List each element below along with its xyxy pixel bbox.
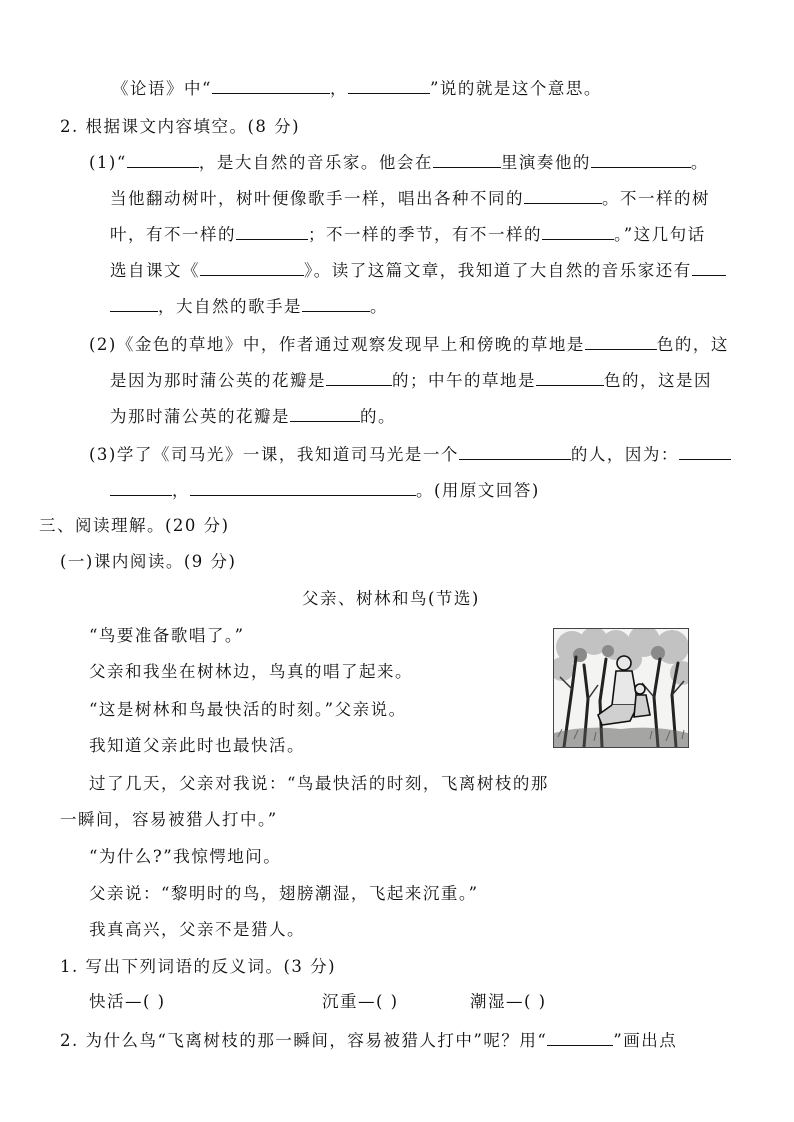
q2-part2-line3: 为那时蒲公英的花瓣是 的。: [110, 404, 396, 429]
blank[interactable]: [536, 368, 604, 386]
underline-sample: [547, 1028, 613, 1046]
q2-part3-line1: (3)学了《司马光》一课，我知道司马光是一个 的人，因为：: [89, 442, 731, 467]
blank[interactable]: [326, 368, 392, 386]
passage-title: 父亲、树林和鸟(节选): [302, 589, 480, 608]
blank[interactable]: [585, 332, 657, 350]
antonym-item[interactable]: 沉重—( ): [322, 992, 399, 1011]
question-2-heading: 2. 根据课文内容填空。(8 分): [60, 117, 301, 136]
blank[interactable]: [524, 186, 602, 204]
blank[interactable]: [302, 294, 370, 312]
blank[interactable]: [459, 442, 571, 460]
q2-part1-line5: ，大自然的歌手是 。: [110, 294, 388, 319]
passage-line: 父亲说：“黎明时的鸟，翅膀潮湿，飞起来沉重。”: [89, 884, 479, 903]
question-why: 2. 为什么鸟“飞离树枝的那一瞬间，容易被猎人打中”呢？用“ ”画出点: [60, 1028, 677, 1053]
q2-part2-line2: 是因为那时蒲公英的花瓣是 的；中午的草地是 色的，这是因: [110, 368, 712, 393]
blank[interactable]: [542, 222, 614, 240]
passage-line: 父亲和我坐在树林边，鸟真的唱了起来。: [89, 662, 413, 681]
quote-line: 《论语》中“ ， ”说的就是这个意思。: [112, 76, 602, 101]
forest-illustration: [553, 628, 689, 748]
q2-part2-line1: (2)《金色的草地》中，作者通过观察发现早上和傍晚的草地是 色的，这: [89, 332, 729, 357]
passage-line: “这是树林和鸟最快活的时刻。”父亲说。: [89, 700, 407, 719]
q2-part1-line2: 当他翻动树叶，树叶便像歌手一样，唱出各种不同的 。不一样的树: [110, 186, 710, 211]
blank[interactable]: [110, 294, 158, 312]
blank[interactable]: [200, 258, 304, 276]
question-antonyms-heading: 1. 写出下列词语的反义词。(3 分): [60, 957, 337, 976]
passage-line: 过了几天，父亲对我说：“鸟最快活的时刻，飞离树枝的那: [89, 774, 549, 793]
q2-part3-line2: ， 。(用原文回答): [110, 478, 540, 503]
blank[interactable]: [591, 150, 691, 168]
blank[interactable]: [127, 150, 199, 168]
blank[interactable]: [290, 404, 360, 422]
q2-part1-line1: (1)“ ，是大自然的音乐家。他会在 里演奏他的 。: [89, 150, 709, 175]
q2-part1-line3: 叶，有不一样的 ；不一样的季节，有不一样的 。”这几句话: [110, 222, 706, 247]
blank[interactable]: [433, 150, 501, 168]
blank[interactable]: [212, 76, 330, 94]
section-3-sub-heading: (一)课内阅读。(9 分): [60, 552, 237, 571]
blank[interactable]: [110, 478, 172, 496]
passage-line: 一瞬间，容易被猎人打中。”: [60, 810, 278, 829]
forest-drawing: [554, 629, 688, 747]
blank[interactable]: [190, 478, 416, 496]
blank[interactable]: [348, 76, 430, 94]
passage-line: “为什么?”我惊愕地问。: [89, 847, 282, 866]
blank[interactable]: [692, 258, 726, 276]
passage-line: “鸟要准备歌唱了。”: [89, 626, 245, 645]
antonym-item[interactable]: 潮湿—( ): [470, 992, 547, 1011]
blank[interactable]: [679, 442, 731, 460]
blank[interactable]: [236, 222, 308, 240]
q2-part1-line4: 选自课文《 》。读了这篇文章，我知道了大自然的音乐家还有: [110, 258, 726, 283]
passage-line: 我真高兴，父亲不是猎人。: [89, 920, 305, 939]
section-3-heading: 三、阅读理解。(20 分): [39, 516, 230, 535]
antonym-item[interactable]: 快活—( ): [89, 992, 166, 1011]
passage-line: 我知道父亲此时也最快活。: [89, 736, 305, 755]
